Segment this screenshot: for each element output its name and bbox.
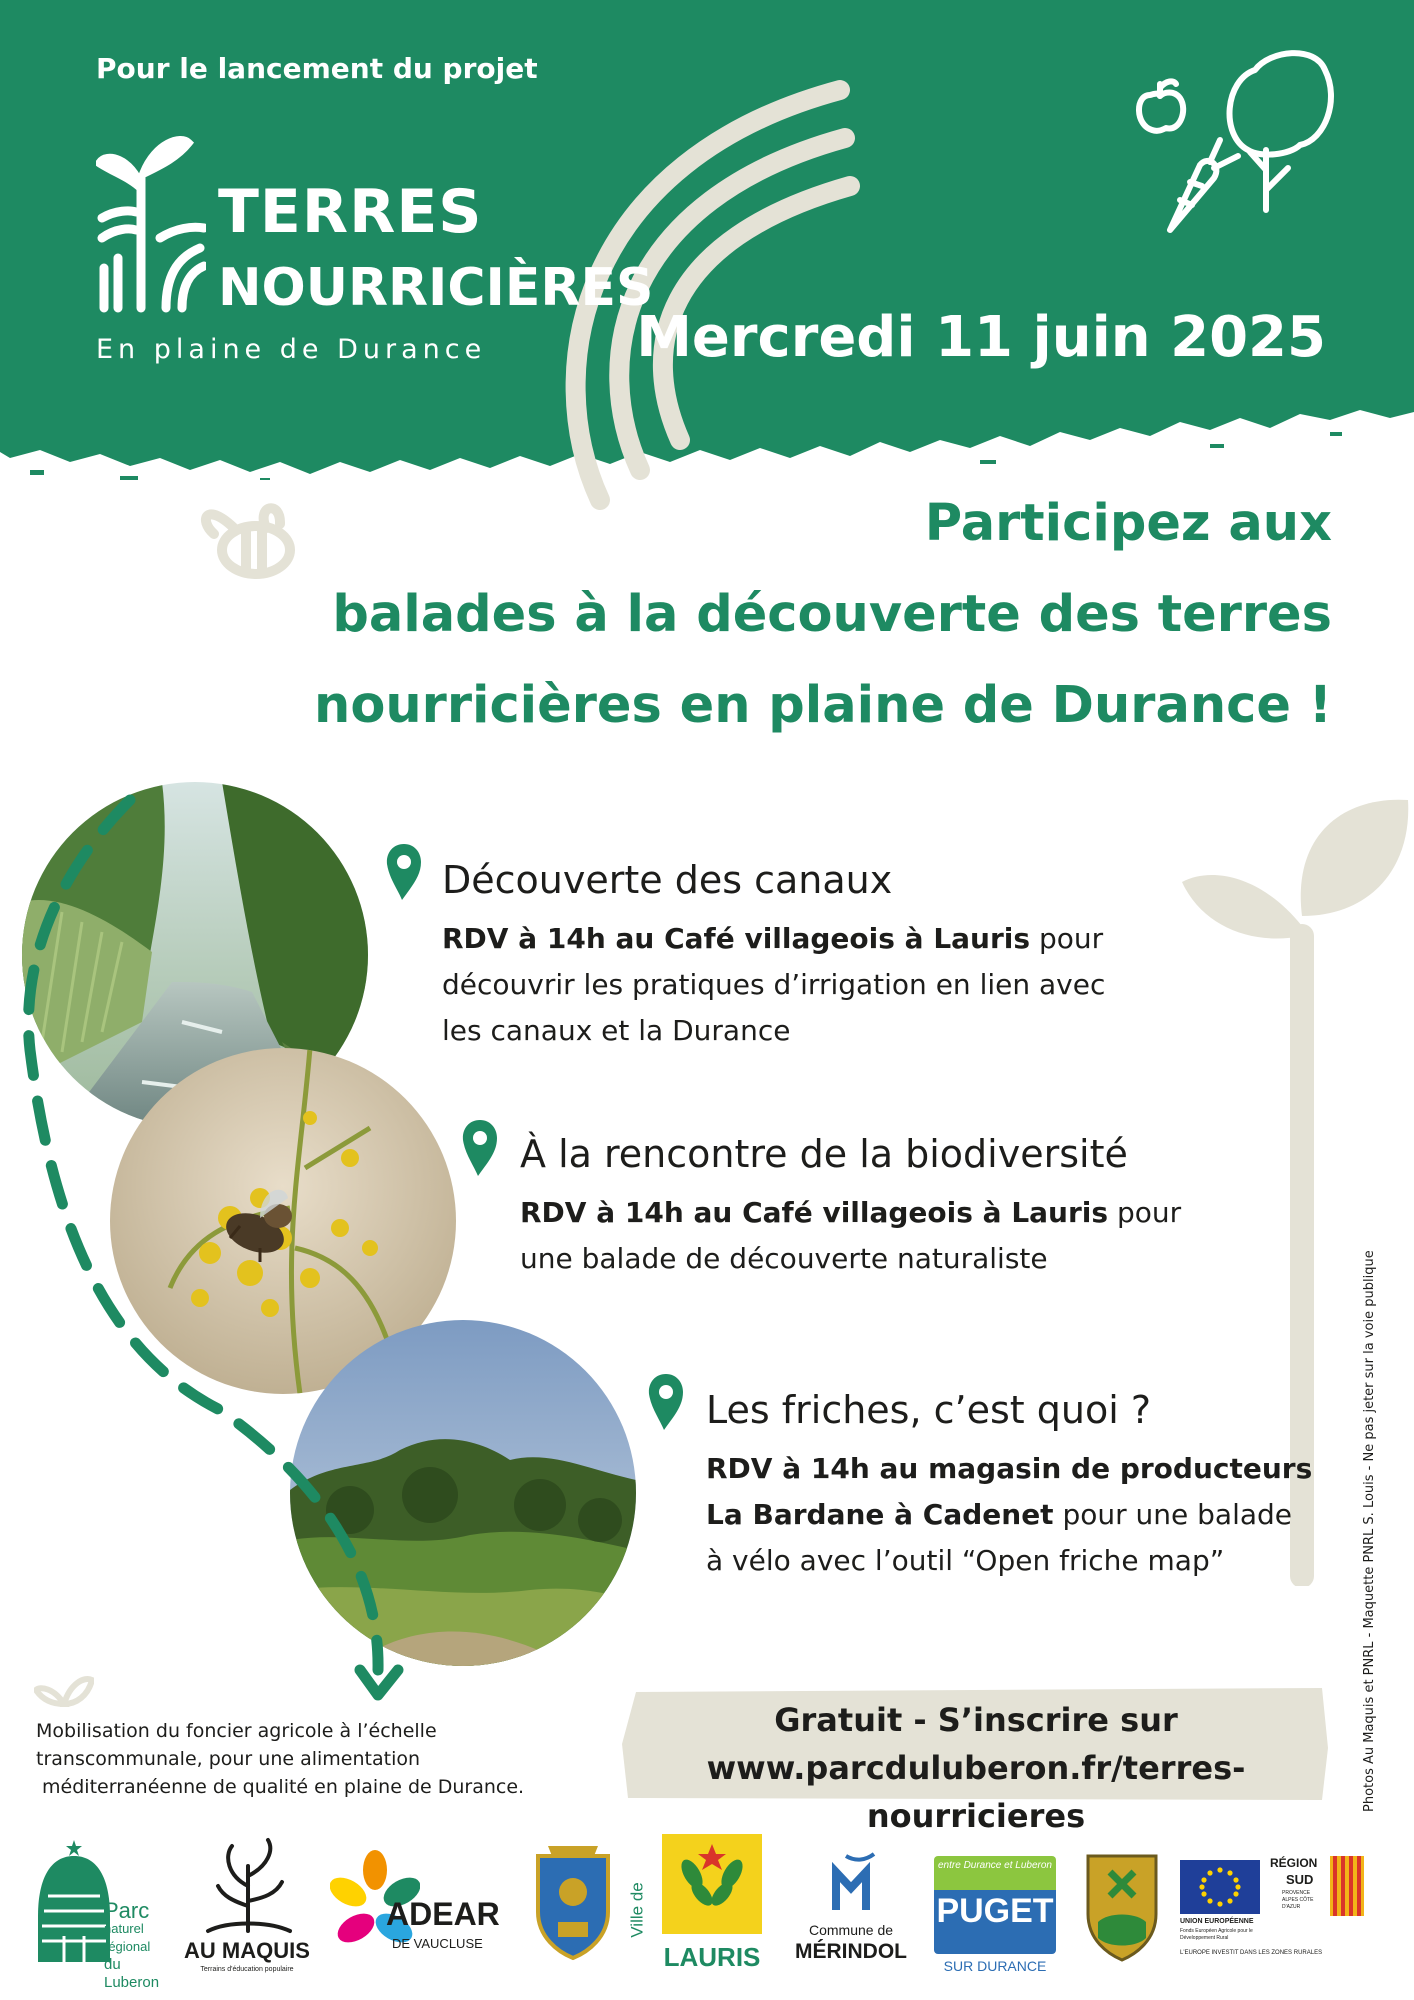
- activity-2-line2: une balade de découverte naturaliste: [520, 1242, 1048, 1275]
- logo-au-maquis-sub: Terrains d'éducation populaire: [200, 1966, 294, 1973]
- signup-label: Gratuit - S’inscrire sur: [774, 1701, 1178, 1739]
- logo-puget-sub: SUR DURANCE: [943, 1958, 1047, 1974]
- logo-puget-name: PUGET: [936, 1892, 1054, 1930]
- location-pin-icon: [384, 842, 424, 902]
- terres-nourricieres-logo-icon: [96, 118, 206, 318]
- brand-title-line1: TERRES: [218, 177, 483, 247]
- logo-village-shield: [1084, 1830, 1160, 1990]
- footnote-line1: Mobilisation du foncier agricole à l’échelle: [36, 1720, 437, 1742]
- logo-parc-line3: régional: [104, 1939, 151, 1954]
- logo-puget-top: entre Durance et Luberon: [938, 1860, 1052, 1871]
- dashed-route-line: [20, 790, 440, 1720]
- headline: [212, 478, 1332, 751]
- brand-title-line2: NOURRICIÈRES: [218, 258, 654, 318]
- activity-3-line2: à vélo avec l’outil “Open friche map”: [706, 1544, 1225, 1577]
- signup-call-to-action: [622, 1696, 1330, 1840]
- activity-1-line3: les canaux et la Durance: [442, 1014, 791, 1047]
- brand-subtitle: En plaine de Durance: [96, 334, 487, 365]
- logo-parc-line2: naturel: [104, 1921, 144, 1936]
- activity-3-rdv-line1: RDV à 14h au magasin de producteurs: [706, 1452, 1313, 1485]
- logo-adear-sub: DE VAUCLUSE: [392, 1936, 483, 1951]
- logo-eu-sub: Fonds Européen Agricole pour le Développement Rural: [1180, 1928, 1253, 1941]
- location-pin-icon: [646, 1372, 686, 1432]
- logo-region-sud: [1270, 1830, 1380, 1990]
- logo-lauris-prefix: Ville de: [627, 1882, 647, 1938]
- activity-1-line1: pour: [1030, 922, 1104, 955]
- activity-1-title: Découverte des canaux: [442, 858, 893, 902]
- logo-puget: [934, 1830, 1060, 1990]
- project-footnote: [36, 1717, 556, 1801]
- logo-merindol: [786, 1830, 916, 1990]
- activity-3-title: Les friches, c’est quoi ?: [706, 1388, 1152, 1432]
- kicker-text: Pour le lancement du projet: [96, 52, 538, 85]
- logo-parc-luberon: [34, 1830, 164, 1990]
- photo-credits: Photos Au Maquis et PNRL - Maquette PNRL S. Louis - Ne pas jeter sur la voie publique: [1362, 1250, 1377, 1812]
- headline-line3: nourricières en plaine de Durance !: [314, 676, 1332, 735]
- logo-ville-lauris: [627, 1830, 768, 1990]
- logo-eu-bottom: L'EUROPE INVESTIT DANS LES ZONES RURALES: [1180, 1950, 1323, 1956]
- footnote-line2: transcommunale, pour une alimentation: [36, 1748, 421, 1770]
- activity-1-description: [442, 916, 1142, 1054]
- activity-2-line1: pour: [1108, 1196, 1182, 1229]
- activity-3-description: [706, 1446, 1326, 1584]
- logo-eu-name: UNION EUROPÉENNE: [1180, 1918, 1254, 1925]
- produce-icons: [1130, 40, 1340, 240]
- activity-1-line2: découvrir les pratiques d’irrigation en lien avec: [442, 968, 1106, 1001]
- event-date: Mercredi 11 juin 2025: [636, 305, 1326, 370]
- activity-2-description: [520, 1190, 1220, 1282]
- logo-merindol-top: Commune de: [808, 1922, 894, 1938]
- headline-line1: Participez aux: [924, 494, 1332, 553]
- logo-region-line2: SUD: [1286, 1872, 1314, 1887]
- logo-merindol-name: MÉRINDOL: [795, 1940, 907, 1963]
- logo-parc-line4: du Luberon: [104, 1956, 160, 1991]
- activity-3-rdv-line2: La Bardane à Cadenet: [706, 1498, 1054, 1531]
- logo-au-maquis-name: AU MAQUIS: [184, 1938, 310, 1963]
- logo-parc-line1: Parc: [104, 1898, 150, 1923]
- headline-line2: balades à la découverte des terres: [332, 585, 1332, 644]
- activity-2-rdv: RDV à 14h au Café villageois à Lauris: [520, 1196, 1109, 1229]
- logo-commune-crest: [528, 1830, 618, 1990]
- leaf-doodle-icon: [34, 1668, 94, 1708]
- logo-au-maquis: [182, 1830, 312, 1990]
- logo-adear-name: ADEAR: [386, 1896, 500, 1932]
- location-pin-icon: [460, 1118, 500, 1178]
- activity-1-rdv: RDV à 14h au Café villageois à Lauris: [442, 922, 1031, 955]
- logo-region-line1: RÉGION: [1270, 1856, 1318, 1870]
- logo-region-line3: PROVENCE ALPES CÔTE D'AZUR: [1282, 1890, 1314, 1910]
- footnote-line3: méditerranéenne de qualité en plaine de Durance.: [36, 1776, 525, 1798]
- activity-2-title: À la rencontre de la biodiversité: [520, 1132, 1128, 1176]
- logo-lauris-name: LAURIS: [663, 1942, 761, 1972]
- logo-adear: [330, 1830, 510, 1990]
- activity-3-line1: pour une balade: [1053, 1498, 1293, 1531]
- signup-url[interactable]: www.parcduluberon.fr/terres-nourricieres: [706, 1749, 1246, 1835]
